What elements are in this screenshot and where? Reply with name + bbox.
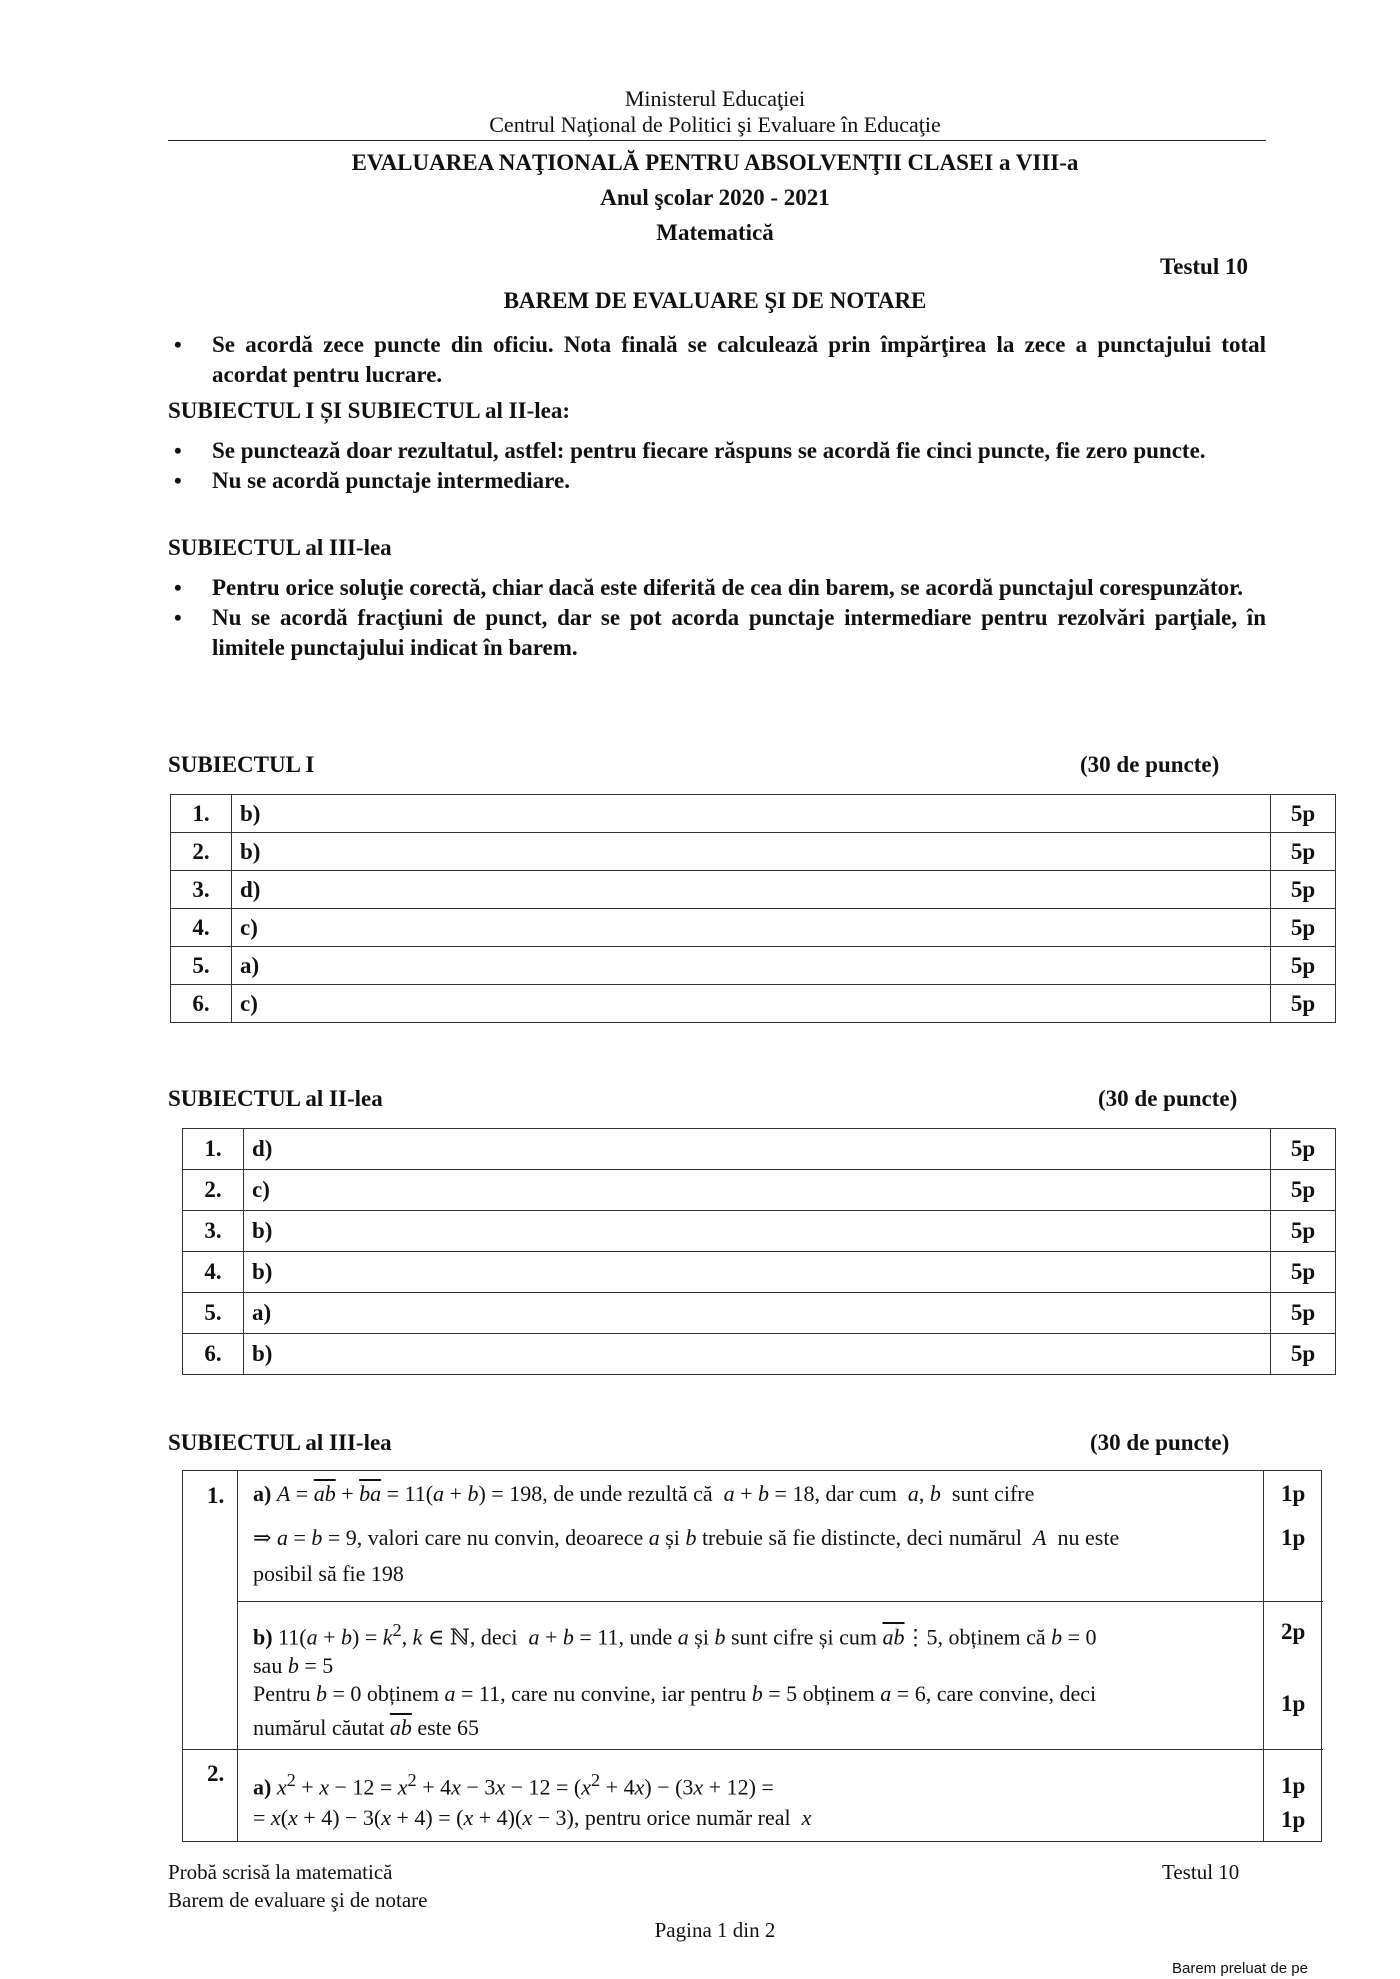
p1-b-points1: 2p — [1281, 1619, 1306, 1644]
row-points: 5p — [1271, 1129, 1336, 1170]
row-answer: b) — [244, 1252, 1271, 1293]
row-number: 3. — [171, 871, 232, 909]
table-row — [183, 1252, 1336, 1293]
general-instructions — [168, 330, 1266, 390]
row-number: 6. — [183, 1334, 244, 1375]
subiect3-points: (30 de puncte) — [1090, 1430, 1230, 1455]
row-number: 1. — [183, 1129, 244, 1170]
table-row — [183, 1170, 1336, 1211]
footer-right: Testul 10 — [1162, 1860, 1240, 1884]
row-answer: b) — [232, 833, 1271, 871]
p1-b-text5: , obținem că — [937, 1624, 1046, 1650]
row-number: 5. — [171, 947, 232, 985]
table-row — [183, 1334, 1336, 1375]
p1-a-label: a) — [253, 1481, 272, 1506]
p1-b-text3: și — [694, 1624, 709, 1650]
barem-title: BAREM DE EVALUARE ŞI DE NOTARE — [503, 288, 927, 313]
p1-b-text10: obținem — [802, 1681, 875, 1706]
p1-b-points2: 1p — [1281, 1691, 1306, 1716]
row-points: 5p — [1271, 833, 1336, 871]
row-answer: b) — [244, 1334, 1271, 1375]
p1-b-text11: , care convine, deci — [925, 1681, 1097, 1706]
subiect3-title: SUBIECTUL al III-lea — [168, 1430, 392, 1455]
row-points: 5p — [1271, 1252, 1336, 1293]
p1-a-text1: , de unde rezultă că — [542, 1481, 713, 1506]
p1-a-text2: , dar cum — [814, 1481, 897, 1506]
table-row — [183, 1129, 1336, 1170]
p1-b-text7: Pentru — [253, 1681, 311, 1706]
page-number: Pagina 1 din 2 — [654, 1918, 776, 1942]
subject-name: Matematică — [656, 220, 774, 245]
p1-b-text1: , deci — [469, 1624, 518, 1650]
row-number: 5. — [183, 1293, 244, 1334]
exam-title: EVALUAREA NAŢIONALĂ PENTRU ABSOLVENŢII CLASEI a VIII-a — [351, 150, 1079, 175]
subiect1-points: (30 de puncte) — [1080, 752, 1220, 777]
p1-b-text13: este 65 — [417, 1715, 480, 1740]
subiect2-points: (30 de puncte) — [1098, 1086, 1238, 1111]
row-answer: a) — [232, 947, 1271, 985]
table-row — [171, 909, 1336, 947]
p2-a-line1: a) $x^2 + x - 12 = x^2 + 4x - 3x - 12 = (x^2 + 4x) - (3x + 12)$ = — [253, 1770, 774, 1800]
p1-b-line4: numărul căutat $\overline{ab}$ este 65 — [253, 1715, 480, 1740]
row-number: 4. — [183, 1252, 244, 1293]
instruction-s3-1: • Pentru orice soluţie corectă, chiar dacă este diferită de cea din barem, se acordă punctajul corespunzător. — [168, 573, 1266, 603]
p1-b-text6: sau — [253, 1653, 283, 1678]
instruction-s12-1: • Se punctează doar rezultatul, astfel: pentru fiecare răspuns se acordă fie cinci puncte, fie zero puncte. — [168, 436, 1266, 466]
subiect3-table — [182, 1470, 1322, 1842]
row-answer: d) — [232, 871, 1271, 909]
p2-a-line2: = x(x + 4) − 3(x + 4) = (x + 4)(x − 3), pentru orice număr real x — [253, 1805, 812, 1830]
p1-a-text3: sunt cifre — [951, 1481, 1035, 1506]
p1-a-line3: posibil să fie 198 — [253, 1561, 404, 1586]
s3-instructions — [168, 573, 1266, 663]
p1-b-line1: b) $11(a + b) = k^2$, k ∈ ℕ, deci a + b = 11, unde a și b sunt cifre și cum $\overline{ab}⋮5$, obținem că b = 0 — [253, 1620, 1097, 1650]
instruction-s12-2: • Nu se acordă punctaje intermediare. — [168, 466, 1266, 496]
ministry-name: Ministerul Educaţiei — [624, 86, 806, 111]
p1-b-text12: numărul căutat — [253, 1715, 385, 1740]
instruction-general: • Se acordă zece puncte din oficiu. Nota finală se calculează prin împărţirea la zece a punctajului total acordat pentru lucrare. — [168, 330, 1266, 390]
source-note: Barem preluat de pe — [1172, 1960, 1308, 1977]
row-points: 5p — [1271, 985, 1336, 1023]
row-points: 5p — [1271, 1211, 1336, 1252]
footer-left-2: Barem de evaluare şi de notare — [168, 1888, 428, 1912]
table-row — [171, 985, 1336, 1023]
row-points: 5p — [1271, 909, 1336, 947]
p2-a-text1: , pentru orice număr real — [573, 1805, 791, 1830]
center-name: Centrul Naţional de Politici şi Evaluare în Educaţie — [489, 112, 941, 137]
p1-b-line3: Pentru b = 0 obținem a = 11, care nu convine, iar pentru b = 5 obținem a = 6, care convine, deci — [253, 1681, 1097, 1706]
s12-instructions — [168, 436, 1266, 496]
p1-b-label: b) — [253, 1624, 273, 1650]
row-answer: b) — [232, 795, 1271, 833]
row-number: 2. — [171, 833, 232, 871]
p2-a-points1: 1p — [1281, 1773, 1306, 1798]
p1-a-text4: , valori care nu convin, deoarece — [356, 1525, 644, 1550]
problem-2-number: 2. — [207, 1761, 225, 1786]
table-row — [171, 947, 1336, 985]
p2-a-label: a) — [253, 1774, 272, 1800]
s3-instr-title: SUBIECTUL al III-lea — [168, 535, 392, 560]
row-answer: c) — [232, 909, 1271, 947]
p1-a-points1: 1p — [1281, 1481, 1306, 1506]
subiect2-table — [182, 1128, 1336, 1375]
p1-a-line2: ⇒ a = b = 9, valori care nu convin, deoarece a și b trebuie să fie distincte, deci numărul A nu este — [253, 1525, 1120, 1550]
row-answer: c) — [232, 985, 1271, 1023]
row-points: 5p — [1271, 1170, 1336, 1211]
p1-b-text9: , care nu convine, iar pentru — [500, 1681, 747, 1706]
subiect1-table — [170, 794, 1336, 1023]
row-number: 2. — [183, 1170, 244, 1211]
instruction-s3-2: • Nu se acordă fracţiuni de punct, dar se pot acorda punctaje intermediare pentru rezolvări parţiale, în limitele punctajului indicat în barem. — [168, 603, 1266, 663]
row-answer: c) — [244, 1170, 1271, 1211]
problem-1-number: 1. — [207, 1483, 225, 1508]
p1-b-text2: , unde — [618, 1624, 673, 1650]
subiect2-title: SUBIECTUL al II-lea — [168, 1086, 383, 1111]
row-number: 4. — [171, 909, 232, 947]
row-points: 5p — [1271, 1334, 1336, 1375]
table-row — [171, 795, 1336, 833]
school-year: Anul şcolar 2020 - 2021 — [600, 185, 830, 210]
row-points: 5p — [1271, 871, 1336, 909]
header-rule — [168, 140, 1266, 141]
p1-a-points2: 1p — [1281, 1525, 1306, 1550]
table-row — [171, 833, 1336, 871]
s12-title: SUBIECTUL I ȘI SUBIECTUL al II-lea: — [168, 398, 570, 423]
row-answer: d) — [244, 1129, 1271, 1170]
p1-a-text5: și — [665, 1525, 680, 1550]
p1-b-text8: obținem — [366, 1681, 439, 1706]
row-answer: a) — [244, 1293, 1271, 1334]
table-row — [183, 1211, 1336, 1252]
p1-a-line1: a) $A = \overline{ab} + \overline{ba} = 11(a + b) = 198$, de unde rezultă că a + b = 18, dar cum a, b sunt cifre — [253, 1481, 1035, 1506]
table-row — [171, 871, 1336, 909]
table-row — [183, 1293, 1336, 1334]
row-number: 1. — [171, 795, 232, 833]
footer-left-1: Probă scrisă la matematică — [168, 1860, 393, 1884]
test-number: Testul 10 — [1160, 254, 1248, 279]
p1-b-text4: sunt cifre și cum — [730, 1624, 877, 1650]
p1-a-text6: trebuie să fie distincte, deci numărul — [701, 1525, 1023, 1550]
subiect1-title: SUBIECTUL I — [168, 752, 315, 777]
row-points: 5p — [1271, 947, 1336, 985]
p1-b-line2: sau b = 5 — [253, 1653, 334, 1678]
row-points: 5p — [1271, 1293, 1336, 1334]
row-answer: b) — [244, 1211, 1271, 1252]
p1-a-text7: nu este — [1057, 1525, 1120, 1550]
row-points: 5p — [1271, 795, 1336, 833]
row-number: 6. — [171, 985, 232, 1023]
row-number: 3. — [183, 1211, 244, 1252]
p2-a-points2: 1p — [1281, 1807, 1306, 1832]
